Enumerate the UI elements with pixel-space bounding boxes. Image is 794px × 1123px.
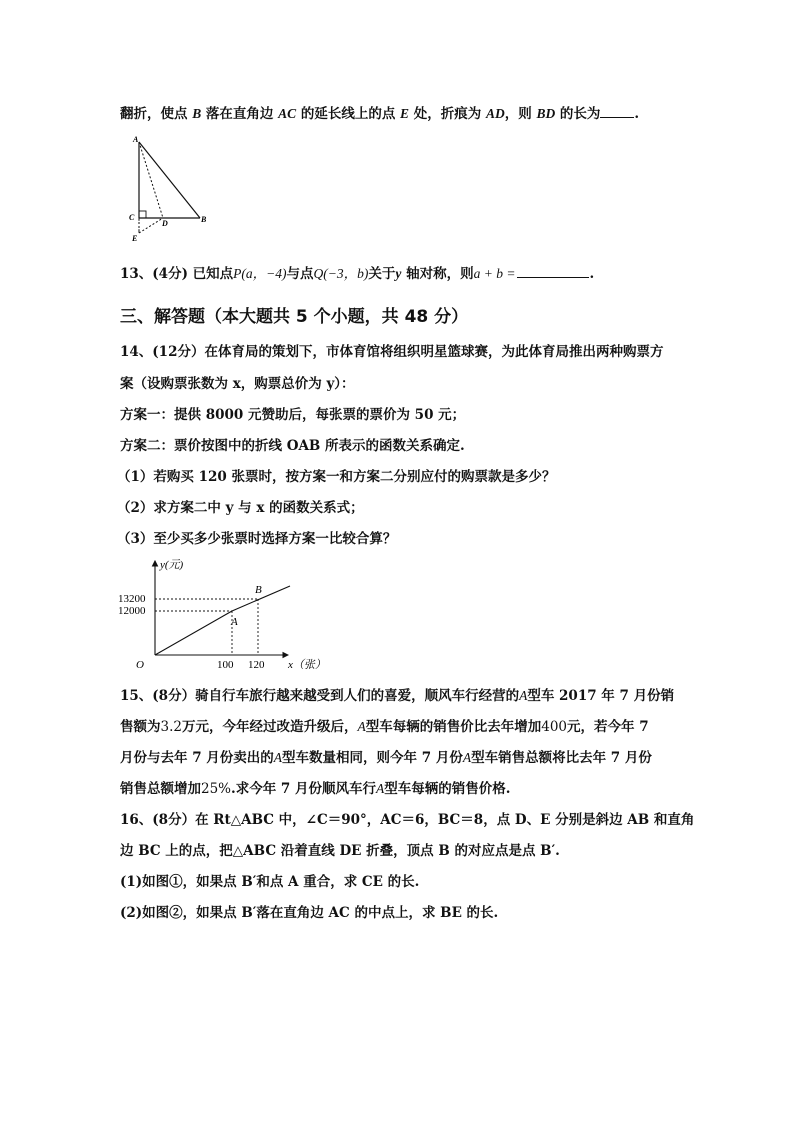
x-axis-label: x（张） — [288, 659, 326, 671]
q14-graph — [110, 555, 350, 675]
var-y: y — [395, 266, 402, 281]
q14-line2: 案（设购票张数为 x，购票总价为 y）： — [120, 376, 355, 392]
text: 15、(8分）骑自行车旅行越来越受到人们的喜爱，顺风车行经营的 — [120, 688, 520, 704]
expression: a + b = — [473, 266, 516, 281]
value-3-2: 3.2 — [160, 719, 182, 735]
var-B: B — [192, 106, 202, 121]
text: 万元，今年经过改造升级后， — [181, 719, 358, 735]
x-tick-120: 120 — [248, 659, 265, 671]
label-C: C — [129, 213, 135, 222]
question-13 — [120, 263, 594, 284]
text: 翻折，使点 — [120, 106, 193, 122]
text: 售额为 — [120, 719, 161, 735]
q16-sub1: (1)如图①，如果点 B′和点 A 重合，求 CE 的长. — [120, 874, 420, 890]
var-A: A — [273, 750, 283, 765]
q15-line1 — [120, 686, 674, 706]
q14-line1: 14、(12分）在体育局的策划下，市体育馆将组织明星篮球赛，为此体育局推出两种购票方 — [120, 344, 664, 360]
text: 落在直角边 — [201, 106, 279, 122]
var-A: A — [519, 688, 528, 703]
label-E: E — [132, 234, 138, 243]
origin-label: O — [136, 659, 144, 671]
segment-ED — [139, 218, 163, 233]
var-AC: AC — [278, 106, 297, 121]
text: . — [634, 106, 640, 122]
text: 型车每辆的销售价比去年增加 — [365, 719, 542, 735]
var-A: A — [376, 781, 385, 796]
question-number: 13、(4分) — [120, 266, 188, 282]
answer-blank — [600, 103, 634, 118]
text: 的延长线上的点 — [296, 106, 401, 122]
text: .求今年 7 月份顺风车行 — [231, 781, 377, 797]
y-axis-label: y(元) — [160, 559, 184, 571]
var-A: A — [462, 750, 472, 765]
label-A: A — [133, 135, 139, 144]
var-BD: BD — [536, 106, 556, 121]
var-E: E — [400, 106, 410, 121]
text: 已知点 — [192, 266, 234, 282]
text: 与点 — [286, 266, 314, 282]
answer-blank — [517, 263, 589, 278]
value-25-percent: 25% — [201, 781, 232, 797]
q14-sub2: （2）求方案二中 y 与 x 的函数关系式； — [117, 500, 364, 516]
text: 关于 — [368, 266, 396, 282]
text: 轴对称，则 — [401, 266, 474, 282]
q14-sub1: （1）若购买 120 张票时，按方案一和方案二分别应付的购票款是多少？ — [117, 469, 556, 485]
q14-plan1: 方案一：提供 8000 元赞助后，每张票的票价为 50 元； — [120, 407, 466, 423]
x-tick-100: 100 — [217, 659, 234, 671]
point-B-label: B — [255, 584, 262, 596]
right-angle-mark — [139, 211, 146, 218]
point-P: P(a，−4) — [233, 266, 287, 281]
text: 型车数量相同，则今年 7 月份 — [282, 750, 463, 766]
q15-line2 — [120, 717, 649, 737]
text: 型车 2017 年 7 月份销 — [527, 688, 675, 704]
text: 元，若今年 7 — [567, 719, 649, 735]
q16-line1: 16、(8分）在 Rt△ABC 中，∠C＝90°，AC＝6，BC＝8，点 D、E 分别是斜边 AB 和直角 — [120, 812, 695, 828]
text: . — [589, 266, 595, 282]
value-400: 400 — [541, 719, 568, 735]
point-Q: Q(−3，b) — [313, 266, 369, 281]
var-AD: AD — [485, 106, 505, 121]
point-A-label: A — [231, 616, 238, 628]
q16-line2: 边 BC 上的点，把△ABC 沿着直线 DE 折叠，顶点 B 的对应点是点 B′. — [120, 843, 560, 859]
text: 处，折痕为 — [409, 106, 486, 122]
text: ，则 — [504, 106, 537, 122]
y-tick-12000: 12000 — [118, 605, 146, 617]
y-tick-13200: 13200 — [118, 593, 146, 605]
segment-AB — [139, 142, 200, 218]
segment-AD — [139, 142, 163, 218]
label-B: B — [201, 215, 207, 224]
q14-plan2: 方案二：票价按图中的折线 OAB 所表示的函数关系确定. — [120, 438, 465, 454]
text: 型车销售总额将比去年 7 月份 — [471, 750, 652, 766]
label-D: D — [162, 219, 168, 228]
q12-continuation — [120, 103, 639, 124]
segment-OA — [155, 611, 232, 655]
q15-line4 — [120, 779, 510, 799]
section-heading: 三、解答题（本大题共 5 个小题，共 48 分） — [120, 307, 469, 327]
triangle-fold-figure — [125, 130, 225, 245]
q16-sub2: (2)如图②，如果点 B′落在直角边 AC 的中点上，求 BE 的长. — [120, 905, 499, 921]
text: 月份与去年 7 月份卖出的 — [120, 750, 274, 766]
q14-sub3: （3）至少买多少张票时选择方案一比较合算？ — [117, 531, 397, 547]
text: 型车每辆的销售价格. — [384, 781, 511, 797]
text: 的长为 — [555, 106, 601, 122]
var-A: A — [357, 719, 366, 734]
text: 销售总额增加 — [120, 781, 201, 797]
q15-line3 — [120, 748, 652, 768]
